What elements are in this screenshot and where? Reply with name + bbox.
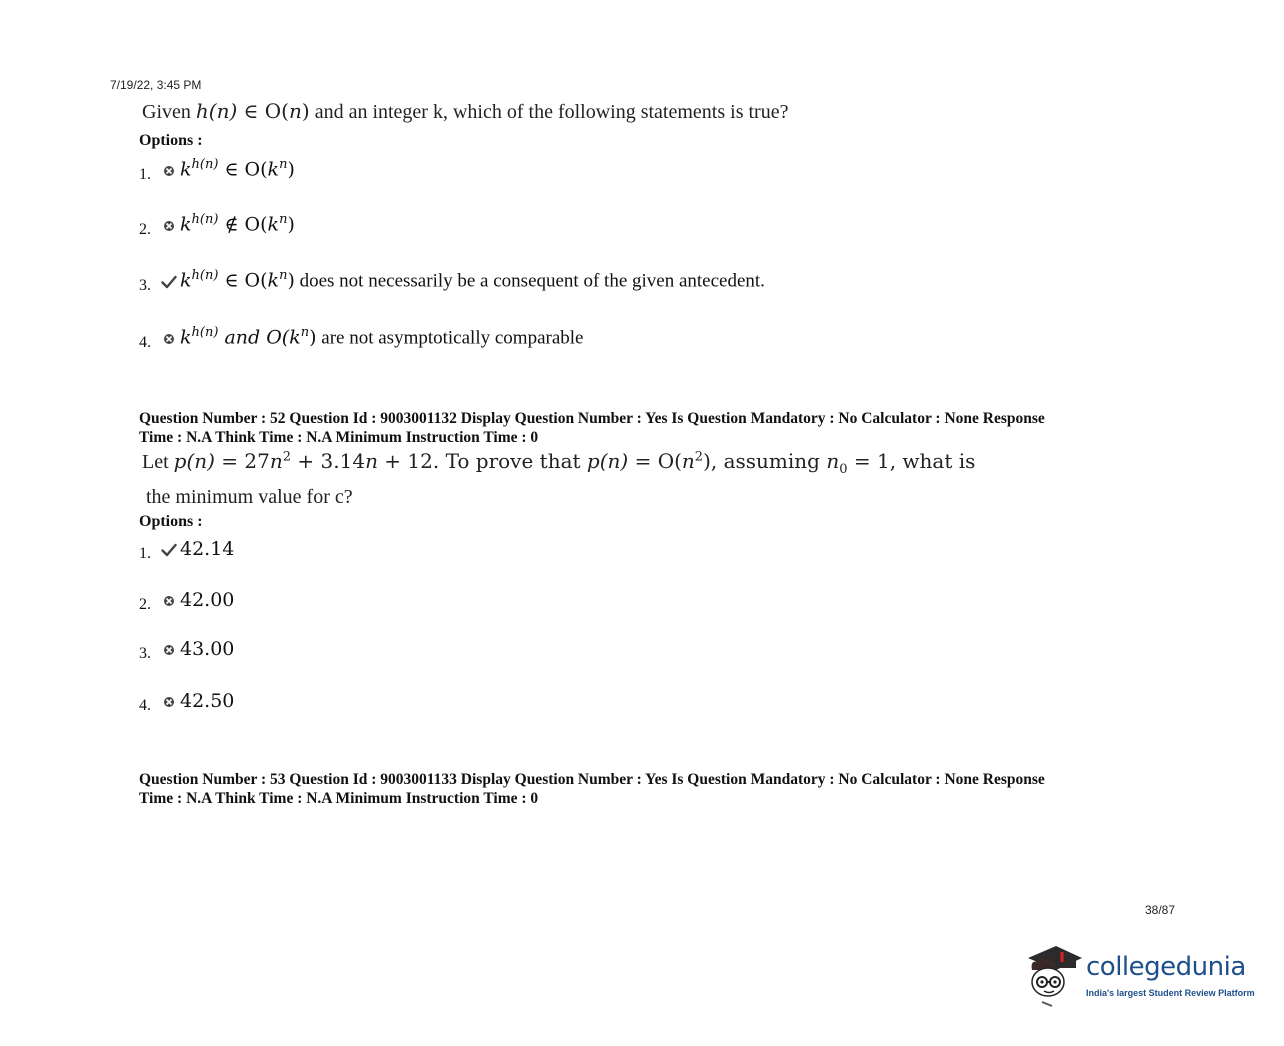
question-52-meta: Question Number : 52 Question Id : 9003001132 Display Question Number : Yes Is Question Mandatory : No Calculator : None Response Time : N.A Think Time : N.A Minimum Instruction Time : 0 xyxy=(139,410,1045,446)
cross-icon xyxy=(159,331,179,347)
question-51-stem: Given h(n) ∈ O(n) and an integer k, which of the following statements is true? xyxy=(142,99,789,123)
brand-name: collegedunia xyxy=(1086,952,1246,982)
cross-icon xyxy=(159,163,179,179)
check-icon xyxy=(159,542,179,558)
question-53-meta: Question Number : 53 Question Id : 9003001133 Display Question Number : Yes Is Question Mandatory : No Calculator : None Response Time : N.A Think Time : N.A Minimum Instruction Time : 0 xyxy=(139,771,1045,807)
collegedunia-logo xyxy=(1022,940,1262,1010)
options-label: Options : xyxy=(139,132,203,149)
question-52-stem: Let $p(n) = 27n^2 + 3.14n + 12$. To prove that $p(n) = O(n^2)$, assuming $n_0 = 1$, what is xyxy=(142,449,976,477)
question-52-stem-line2: the minimum value for c? xyxy=(146,486,353,508)
cross-icon xyxy=(159,593,179,609)
cross-icon xyxy=(159,694,179,710)
q52-option-2: 2. 42.00 xyxy=(139,589,235,613)
q51-option-1: 1. $k^{h(n)}$ ∈ $O(k^n)$ xyxy=(139,157,295,184)
q51-option-3: 3. $k^{h(n)}$ ∈ $O(k^n)$ does not necessarily be a consequent of the given antecedent. xyxy=(139,268,765,295)
q52-option-3: 3. 43.00 xyxy=(139,638,235,662)
check-icon xyxy=(159,274,179,290)
q51-option-4: 4. $k^{h(n)}$ and $O(k^n)$ are not asymptotically comparable xyxy=(139,325,584,352)
options-label: Options : xyxy=(139,513,203,530)
mascot-icon xyxy=(1022,940,1084,1010)
cross-icon xyxy=(159,218,179,234)
page-number: 38/87 xyxy=(1145,903,1176,917)
q52-option-1: 1. 42.14 xyxy=(139,538,235,562)
cross-icon xyxy=(159,642,179,658)
print-timestamp: 7/19/22, 3:45 PM xyxy=(110,78,202,92)
brand-tagline: India's largest Student Review Platform xyxy=(1086,988,1255,998)
q52-option-4: 4. 42.50 xyxy=(139,690,235,714)
q51-option-2: 2. $k^{h(n)}$ ∉ $O(k^n)$ xyxy=(139,212,295,239)
